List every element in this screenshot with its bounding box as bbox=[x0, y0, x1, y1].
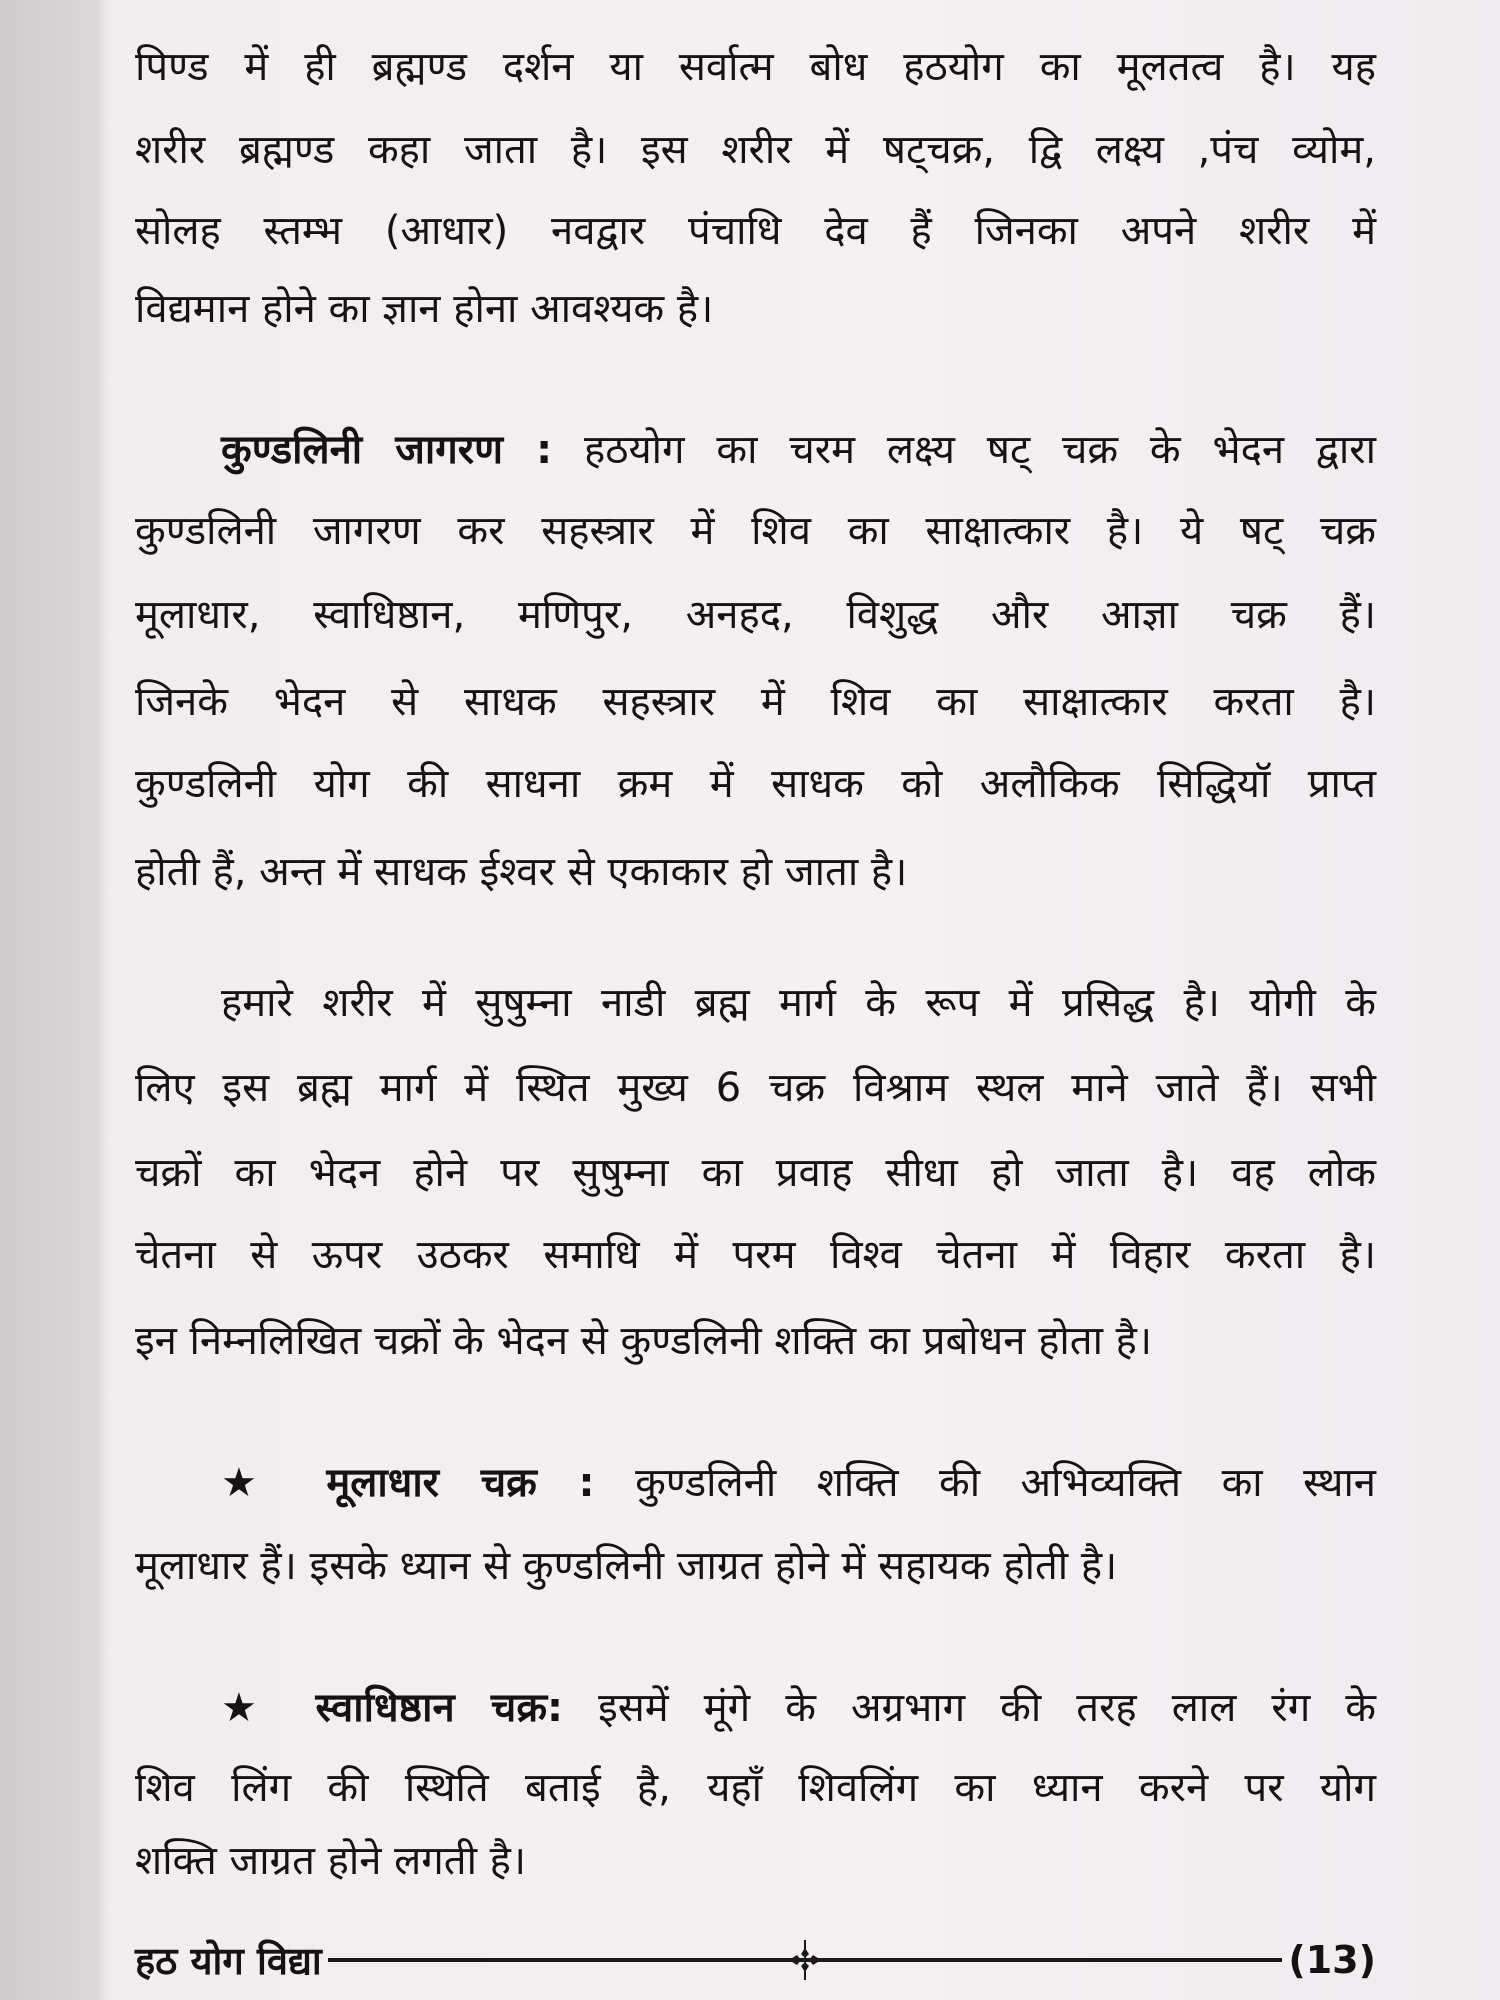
line-text: होती हैं, अन्त में साधक ईश्वर से एकाकार हो जाता है। bbox=[135, 849, 908, 895]
line-text: हमारे शरीर में सुषुम्ना नाडी ब्रह्म मार्ग के रूप में प्रसिद्ध है। योगी के bbox=[221, 980, 1376, 1026]
section-heading: ★ स्वाधिष्ठान चक्र: bbox=[221, 1685, 564, 1731]
line-text: विद्यमान होने का ज्ञान होना आवश्यक है। bbox=[135, 286, 714, 332]
line-text: इसमें मूंगे के अग्रभाग की तरह लाल रंग के bbox=[598, 1685, 1377, 1731]
line-text: चक्रों का भेदन होने पर सुषुम्ना का प्रवाह सीधा हो जाता है। वह लोक bbox=[135, 1150, 1376, 1196]
text-line bbox=[135, 120, 1376, 180]
text-line bbox=[221, 1453, 1376, 1513]
line-text: शरीर ब्रह्मण्ड कहा जाता है। इस शरीर में षट्चक्र, द्वि लक्ष्य ,पंच व्योम, bbox=[135, 127, 1376, 173]
line-text: सोलह स्तम्भ (आधार) नवद्वार पंचाधि देव हैं जिनका अपने शरीर में bbox=[135, 208, 1376, 254]
page-number: (13) bbox=[1288, 1938, 1376, 1982]
line-text: मूलाधार हैं। इसके ध्यान से कुण्डलिनी जाग्रत होने में सहायक होती है। bbox=[135, 1543, 1118, 1589]
line-text: हठयोग का चरम लक्ष्य षट् चक्र के भेदन द्वारा bbox=[583, 427, 1376, 473]
text-line bbox=[135, 1831, 1376, 1891]
ornamental-rule bbox=[328, 1958, 1283, 1962]
line-text: कुण्डलिनी जागरण कर सहस्त्रार में शिव का साक्षात्कार है। ये षट् चक्र bbox=[135, 508, 1377, 554]
text-line bbox=[135, 201, 1376, 261]
section-heading: ★ मूलाधार चक्र : bbox=[221, 1460, 595, 1506]
text-line bbox=[135, 672, 1376, 732]
text-line bbox=[135, 842, 1376, 902]
text-line bbox=[221, 1678, 1376, 1738]
text-line bbox=[221, 420, 1376, 480]
text-line bbox=[135, 1536, 1376, 1596]
line-text: जिनके भेदन से साधक सहस्त्रार में शिव का साक्षात्कार करता है। bbox=[135, 679, 1376, 725]
line-text: शिव लिंग की स्थिति बताई है, यहाँ शिवलिंग का ध्यान करने पर योग bbox=[135, 1765, 1376, 1811]
line-text: कुण्डलिनी शक्ति की अभिव्यक्ति का स्थान bbox=[635, 1460, 1377, 1506]
text-line bbox=[135, 37, 1376, 97]
line-text: लिए इस ब्रह्म मार्ग में स्थित मुख्य 6 चक्र विश्राम स्थल माने जाते हैं। सभी bbox=[135, 1065, 1376, 1111]
section-heading: कुण्डलिनी जागरण : bbox=[221, 427, 553, 473]
text-line bbox=[221, 973, 1376, 1033]
line-text: कुण्डलिनी योग की साधना क्रम में साधक को अलौकिक सिद्धियॉ प्राप्त bbox=[135, 761, 1376, 807]
line-text: इन निम्नलिखित चक्रों के भेदन से कुण्डलिनी शक्ति का प्रबोधन होता है। bbox=[135, 1318, 1153, 1364]
text-line bbox=[135, 501, 1376, 561]
text-line bbox=[135, 754, 1376, 814]
ornament-icon bbox=[785, 1940, 825, 1980]
page-footer bbox=[135, 1930, 1376, 1990]
text-line bbox=[135, 1311, 1376, 1371]
text-line bbox=[135, 279, 1376, 339]
line-text: मूलाधार, स्वाधिष्ठान, मणिपुर, अनहद, विशुद्ध और आज्ञा चक्र हैं। bbox=[135, 592, 1376, 638]
text-line bbox=[135, 1143, 1376, 1203]
text-line bbox=[135, 585, 1376, 645]
line-text: शक्ति जाग्रत होने लगती है। bbox=[135, 1838, 527, 1884]
text-line bbox=[135, 1225, 1376, 1285]
line-text: चेतना से ऊपर उठकर समाधि में परम विश्व चेतना में विहार करता है। bbox=[135, 1232, 1376, 1278]
line-text: पिण्ड में ही ब्रह्मण्ड दर्शन या सर्वात्म बोध हठयोग का मूलतत्व है। यह bbox=[135, 44, 1376, 90]
text-line bbox=[135, 1758, 1376, 1818]
book-title: हठ योग विद्या bbox=[135, 1939, 322, 1983]
text-line bbox=[135, 1058, 1376, 1118]
